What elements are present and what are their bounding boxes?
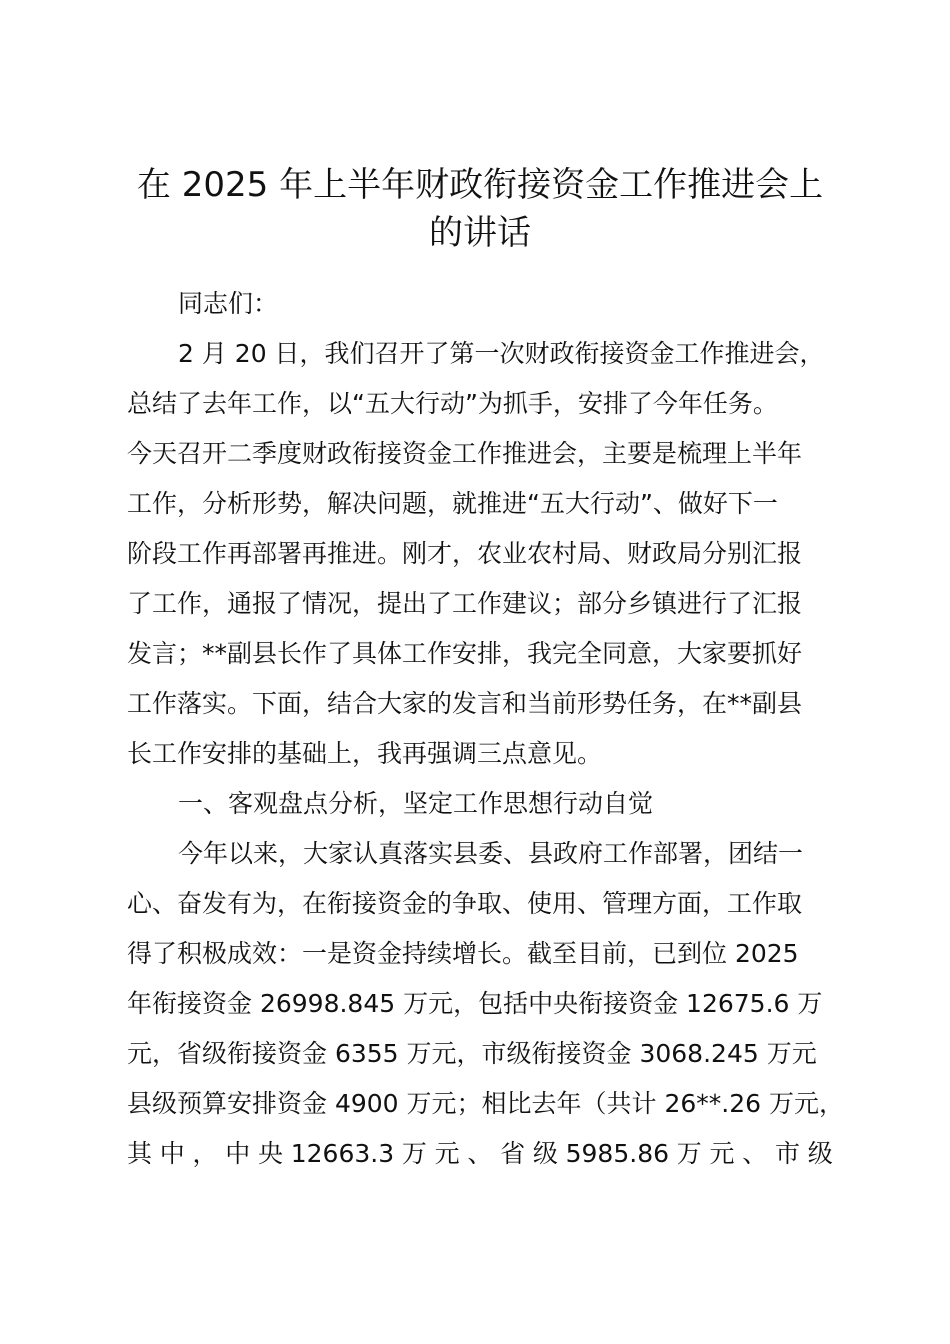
paragraph-line: 了工作，通报了情况，提出了工作建议；部分乡镇进行了汇报 [127, 589, 803, 618]
paragraph-line: 心、奋发有为，在衔接资金的争取、使用、管理方面，工作取 [127, 889, 803, 918]
text-fragment: ， [192, 1139, 218, 1168]
paragraph-line: 今天召开二季度财政衔接资金工作推进会，主要是梳理上半年 [127, 439, 803, 468]
paragraph-line: 发言；**副县长作了具体工作安排，我完全同意，大家要抓好 [127, 639, 803, 668]
paragraph-line: 阶段工作再部署再推进。刚才，农业农村局、财政局分别汇报 [127, 539, 803, 568]
paragraph-line: 年衔接资金 26998.845 万元，包括中央衔接资金 12675.6 万 [127, 989, 823, 1018]
text-fragment: 级 [807, 1139, 833, 1168]
text-fragment: 、 [467, 1139, 493, 1168]
paragraph-line: 今年以来，大家认真落实县委、县政府工作部署，团结一 [178, 839, 804, 868]
section-heading: 一、客观盘点分析，坚定工作思想行动自觉 [178, 789, 654, 818]
paragraph-line-justified [127, 1136, 833, 1172]
salutation: 同志们： [178, 289, 279, 318]
text-fragment: 其 [127, 1139, 153, 1168]
text-fragment: 元 [434, 1139, 460, 1168]
paragraph-line: 元，省级衔接资金 6355 万元，市级衔接资金 3068.245 万元 [127, 1039, 817, 1068]
text-fragment: 万 [676, 1139, 702, 1168]
text-fragment: 12663.3 [290, 1139, 395, 1168]
text-fragment: 元 [709, 1139, 735, 1168]
text-fragment: 市 [775, 1139, 801, 1168]
document-title-line-1: 在 2025 年上半年财政衔接资金工作推进会上 [136, 165, 824, 205]
text-fragment: 万 [401, 1139, 427, 1168]
text-fragment: 央 [258, 1139, 284, 1168]
text-fragment: 中 [159, 1139, 185, 1168]
text-fragment: 、 [742, 1139, 768, 1168]
paragraph-line: 县级预算安排资金 4900 万元；相比去年（共计 26**.26 万元， [127, 1089, 844, 1118]
paragraph-line: 工作，分析形势，解决问题，就推进“五大行动”、做好下一 [127, 489, 778, 518]
paragraph-line: 总结了去年工作，以“五大行动”为抓手，安排了今年任务。 [127, 389, 778, 418]
text-fragment: 级 [532, 1139, 558, 1168]
paragraph-line: 得了积极成效：一是资金持续增长。截至目前，已到位 2025 [127, 939, 799, 968]
text-fragment: 5985.86 [565, 1139, 670, 1168]
paragraph-line: 工作落实。下面，结合大家的发言和当前形势任务，在**副县 [127, 689, 803, 718]
document-title-line-2: 的讲话 [429, 213, 531, 253]
text-fragment: 省 [500, 1139, 526, 1168]
paragraph-line: 长工作安排的基础上，我再强调三点意见。 [127, 739, 603, 768]
paragraph-line: 2 月 20 日，我们召开了第一次财政衔接资金工作推进会， [178, 339, 825, 368]
text-fragment: 中 [225, 1139, 251, 1168]
